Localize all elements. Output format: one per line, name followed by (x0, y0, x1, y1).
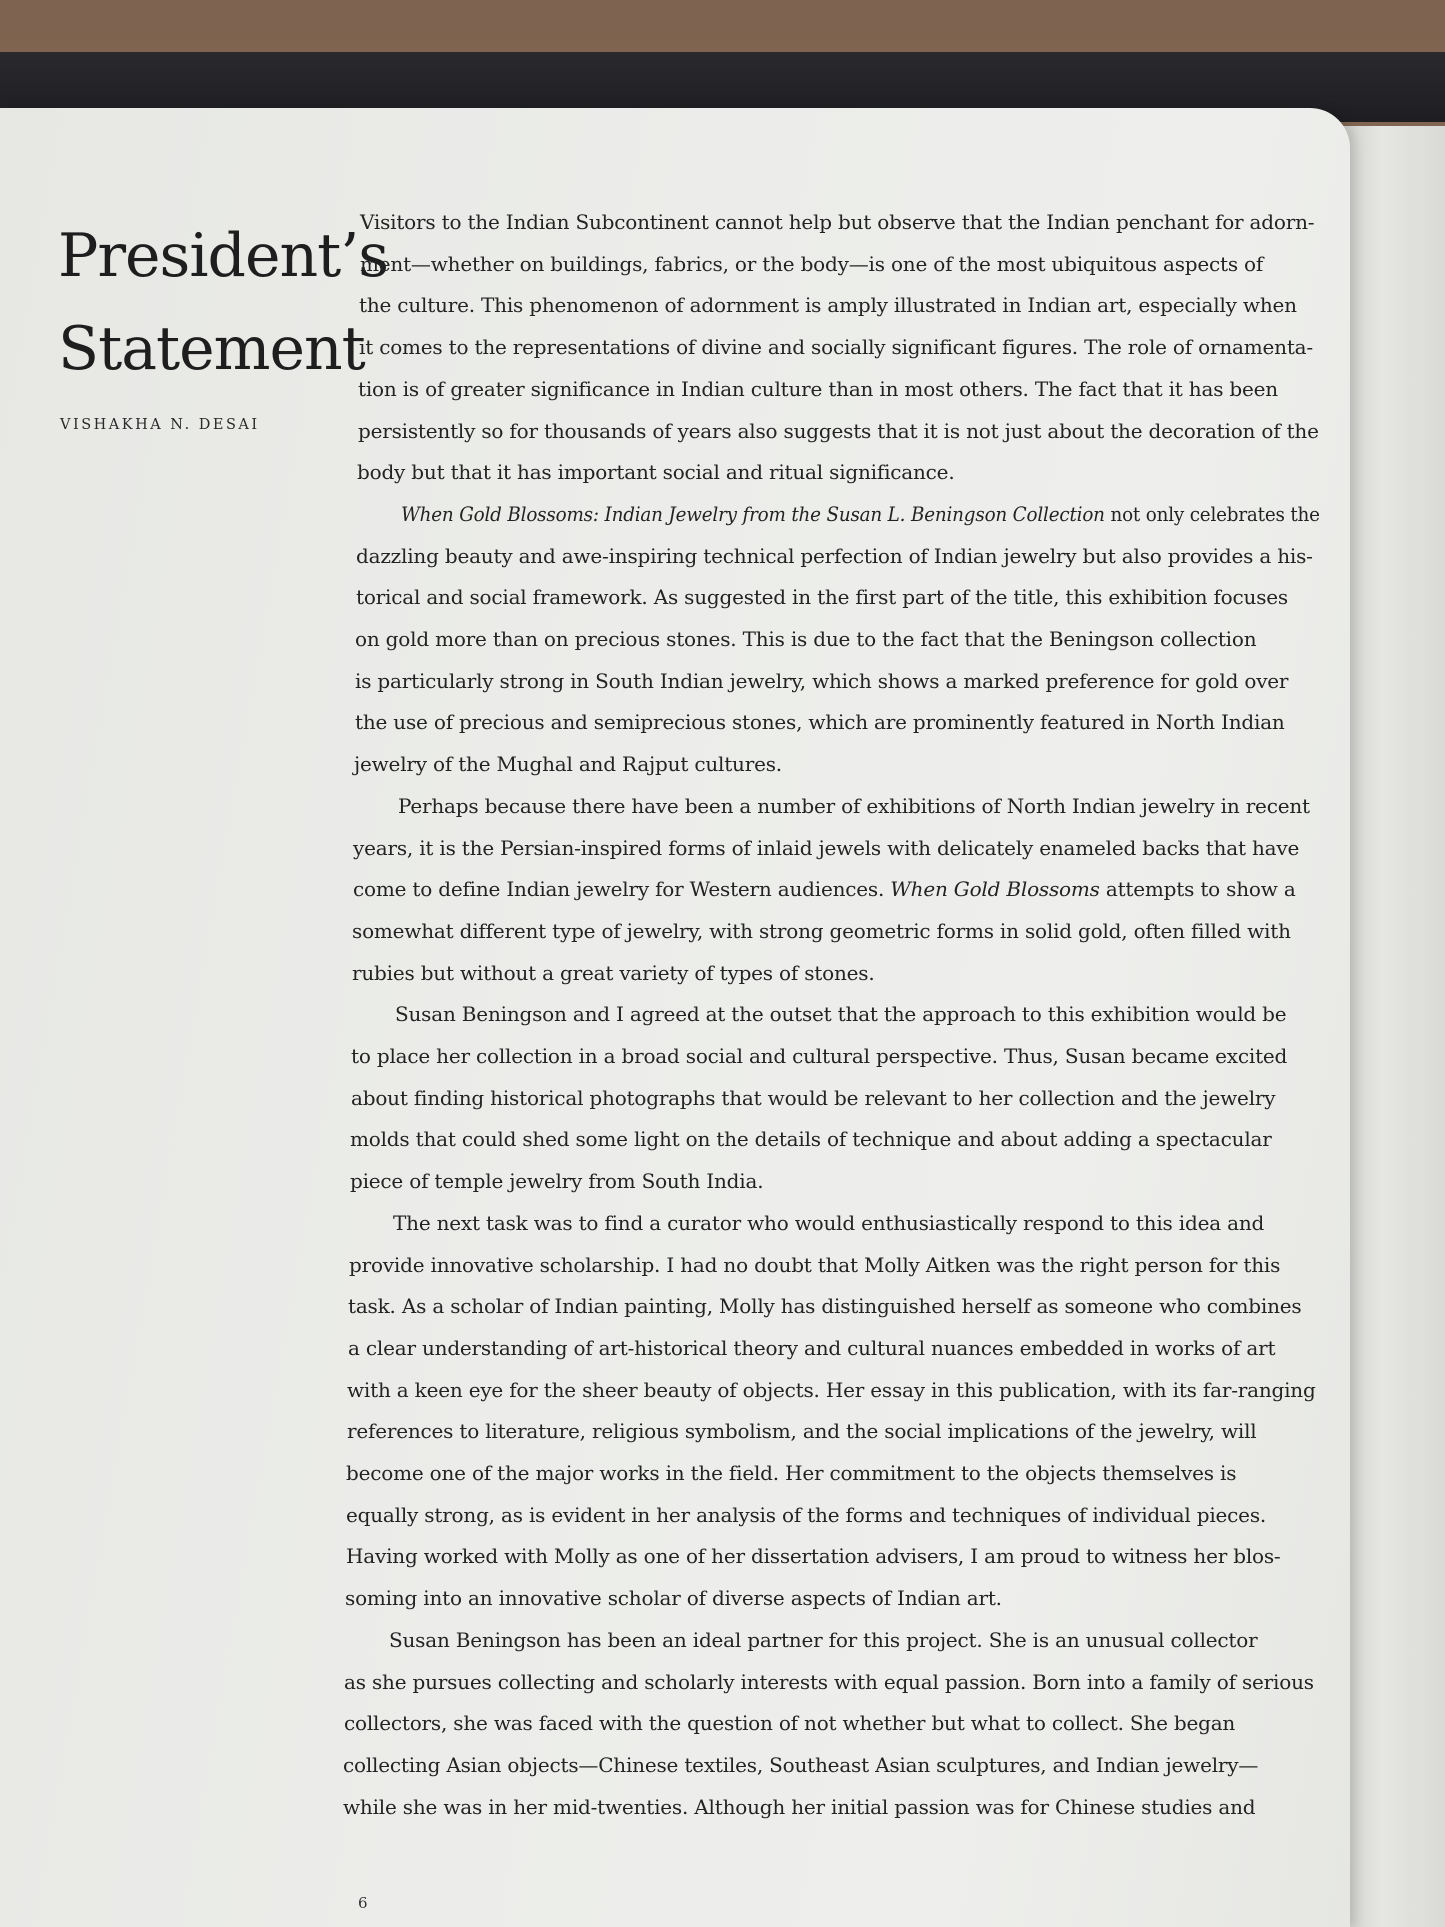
text-line: molds that could shed some light on the details of technique and about adding a spectacular (350, 1127, 1272, 1152)
text-line: years, it is the Persian-inspired forms of inlaid jewels with delicately enameled backs that have (353, 835, 1300, 860)
text-line: task. As a scholar of Indian painting, Molly has distinguished herself as someone who combines (348, 1294, 1302, 1319)
text-line: Perhaps because there have been a number of exhibitions of North Indian jewelry in recent (398, 793, 1310, 818)
text-line: on gold more than on precious stones. This is due to the fact that the Beningson collection (355, 627, 1257, 651)
author-byline: VISHAKHA N. DESAI (60, 417, 260, 433)
text-line: Having worked with Molly as one of her dissertation advisers, I am proud to witness her blos- (346, 1544, 1281, 1569)
text-line (353, 877, 1296, 901)
text-line: Susan Beningson has been an ideal partner for this project. She is an unusual collector (389, 1627, 1258, 1652)
page-title-line-1: President’s (58, 221, 389, 291)
text-line: piece of temple jewelry from South India. (350, 1169, 764, 1194)
text-line: as she pursues collecting and scholarly interests with equal passion. Born into a family of serious (344, 1669, 1314, 1694)
text-line: somewhat different type of jewelry, with strong geometric forms in solid gold, often filled with (352, 918, 1291, 943)
text-line: provide innovative scholarship. I had no doubt that Molly Aitken was the right person for this (349, 1252, 1281, 1277)
text-line: about finding historical photographs that would be relevant to her collection and the jewelry (351, 1085, 1276, 1110)
text-line: a clear understanding of art-historical theory and cultural nuances embedded in works of art (348, 1335, 1276, 1360)
text-line: collectors, she was faced with the question of not whether but what to collect. She began (344, 1711, 1236, 1736)
text-line: The next task was to find a curator who would enthusiastically respond to this idea and (393, 1210, 1265, 1235)
page-title-line-2: Statement (58, 314, 365, 384)
page-number: 6 (358, 1894, 368, 1912)
book-title-italic: When Gold Blossoms (890, 877, 1100, 902)
text-line: with a keen eye for the sheer beauty of objects. Her essay in this publication, with its far-ranging (347, 1377, 1316, 1402)
text-line: torical and social framework. As suggested in the first part of the title, this exhibition focuses (356, 585, 1288, 610)
line-text: come to define Indian jewelry for Western audiences. (353, 877, 891, 902)
book-title-italic: When Gold Blossoms: Indian Jewelry from the Susan L. Beningson Collection (401, 501, 1105, 526)
text-line: equally strong, as is evident in her analysis of the forms and techniques of individual pieces. (346, 1502, 1267, 1527)
text-line: rubies but without a great variety of types of stones. (352, 960, 875, 985)
text-line: soming into an innovative scholar of diverse aspects of Indian art. (345, 1586, 1002, 1611)
text-line: Susan Beningson and I agreed at the outset that the approach to this exhibition would be (395, 1002, 1287, 1027)
text-line: persistently so for thousands of years also suggests that it is not just about the decoration of the (358, 418, 1319, 443)
text-line: it comes to the representations of divine and socially significant figures. The role of ornamenta- (359, 335, 1313, 360)
text-line: jewelry of the Mughal and Rajput cultures. (354, 752, 782, 777)
text-line: references to literature, religious symbolism, and the social implications of the jewelry, will (347, 1419, 1257, 1444)
text-line: to place her collection in a broad social and cultural perspective. Thus, Susan became excited (351, 1044, 1288, 1068)
text-line: the culture. This phenomenon of adornment is amply illustrated in Indian art, especially when (359, 293, 1297, 318)
text-line: ment—whether on buildings, fabrics, or the body—is one of the most ubiquitous aspects of (360, 251, 1264, 276)
text-line: while she was in her mid-twenties. Although her initial passion was for Chinese studies and (343, 1794, 1256, 1819)
page-title (58, 210, 389, 396)
line-text: attempts to show a (1099, 877, 1296, 902)
text-line (401, 502, 1320, 526)
text-line: become one of the major works in the field. Her commitment to the objects themselves is (346, 1461, 1237, 1485)
text-line: body but that it has important social and ritual significance. (357, 460, 955, 485)
text-line: Visitors to the Indian Subcontinent cannot help but observe that the Indian penchant for adorn- (360, 210, 1315, 234)
text-line: collecting Asian objects—Chinese textiles, Southeast Asian sculptures, and Indian jewelry— (343, 1752, 1259, 1777)
text-line: dazzling beauty and awe-inspiring technical perfection of Indian jewelry but also provides a his- (356, 543, 1313, 568)
text-line: tion is of greater significance in Indian culture than in most others. The fact that it has been (358, 376, 1278, 401)
line-text: not only celebrates the (1104, 501, 1320, 526)
facing-page-edge (1340, 126, 1445, 1927)
text-line: is particularly strong in South Indian jewelry, which shows a marked preference for gold over (355, 668, 1289, 693)
text-line: the use of precious and semiprecious stones, which are prominently featured in North Indian (355, 710, 1285, 735)
